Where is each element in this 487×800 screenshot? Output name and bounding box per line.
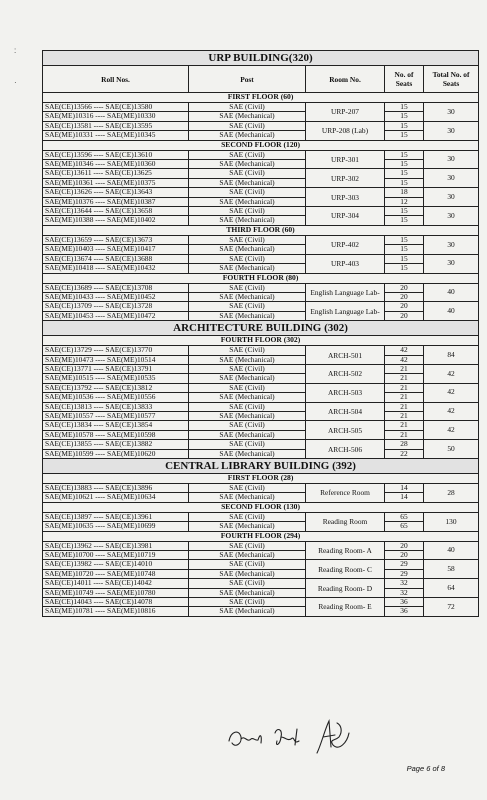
seat-plan-sheet: [42, 50, 478, 617]
table-row: [43, 560, 479, 569]
seat-count: 36: [385, 598, 424, 607]
post: SAE (Mechanical): [189, 411, 306, 420]
column-header: No. of Seats: [385, 66, 424, 93]
total-seats: 40: [424, 302, 479, 321]
room-number: ARCH-503: [306, 383, 385, 402]
total-seats: 42: [424, 402, 479, 421]
table-row: [43, 254, 479, 263]
seat-count: 21: [385, 383, 424, 392]
roll-range: SAE(ME)10433 ---- SAE(ME)10452: [43, 292, 189, 301]
roll-range: SAE(CE)13771 ---- SAE(CE)13791: [43, 364, 189, 373]
table-row: [43, 311, 479, 320]
margin-mark: :: [14, 46, 17, 55]
roll-range: SAE(ME)10781 ---- SAE(ME)10816: [43, 607, 189, 616]
roll-range: SAE(CE)13709 ---- SAE(CE)13728: [43, 302, 189, 311]
table-row: [43, 121, 479, 130]
table-row: [43, 150, 479, 159]
roll-range: SAE(ME)10635 ---- SAE(ME)10699: [43, 522, 189, 531]
roll-range: SAE(CE)13792 ---- SAE(CE)13812: [43, 383, 189, 392]
seat-count: 15: [385, 178, 424, 187]
table-row: [43, 541, 479, 550]
seat-count: 29: [385, 560, 424, 569]
post: SAE (Mechanical): [189, 393, 306, 402]
roll-range: SAE(ME)10557 ---- SAE(ME)10577: [43, 411, 189, 420]
seat-count: 65: [385, 512, 424, 521]
table-row: [43, 588, 479, 597]
room-number: Reading Room- C: [306, 560, 385, 579]
post: SAE (Civil): [189, 121, 306, 130]
post: SAE (Mechanical): [189, 569, 306, 578]
post: SAE (Civil): [189, 598, 306, 607]
roll-range: SAE(ME)10453 ---- SAE(ME)10472: [43, 311, 189, 320]
building-heading: [43, 321, 479, 336]
total-seats: 42: [424, 364, 479, 383]
room-number: URP-403: [306, 254, 385, 273]
table-row: [43, 449, 479, 458]
roll-range: SAE(CE)13689 ---- SAE(CE)13708: [43, 283, 189, 292]
seat-count: 15: [385, 103, 424, 112]
post: SAE (Civil): [189, 541, 306, 550]
roll-range: SAE(CE)13729 ---- SAE(CE)13770: [43, 346, 189, 355]
post: SAE (Civil): [189, 512, 306, 521]
roll-range: SAE(CE)13897 ---- SAE(CE)13961: [43, 512, 189, 521]
roll-range: SAE(CE)13626 ---- SAE(CE)13643: [43, 188, 189, 197]
total-seats: 40: [424, 283, 479, 302]
post: SAE (Civil): [189, 364, 306, 373]
table-row: [43, 512, 479, 521]
table-row: [43, 569, 479, 578]
table-row: [43, 112, 479, 121]
floor-name: FIRST FLOOR (60): [43, 93, 479, 103]
room-number: Reading Room- E: [306, 598, 385, 617]
floor-heading: [43, 225, 479, 235]
table-row: [43, 551, 479, 560]
room-number: ARCH-505: [306, 421, 385, 440]
roll-range: SAE(ME)10403 ---- SAE(ME)10417: [43, 245, 189, 254]
table-row: [43, 364, 479, 373]
seat-count: 22: [385, 449, 424, 458]
floor-heading: [43, 531, 479, 541]
roll-range: SAE(CE)13674 ---- SAE(CE)13688: [43, 254, 189, 263]
total-seats: 30: [424, 150, 479, 169]
table-row: [43, 235, 479, 244]
roll-range: SAE(ME)10621 ---- SAE(ME)10634: [43, 493, 189, 502]
floor-name: FOURTH FLOOR (302): [43, 336, 479, 346]
post: SAE (Civil): [189, 440, 306, 449]
post: SAE (Civil): [189, 346, 306, 355]
post: SAE (Mechanical): [189, 355, 306, 364]
building-name: URP BUILDING(320): [43, 51, 479, 66]
floor-heading: [43, 140, 479, 150]
seat-count: 15: [385, 121, 424, 130]
roll-range: SAE(ME)10720 ---- SAE(ME)10748: [43, 569, 189, 578]
room-number: URP-303: [306, 188, 385, 207]
post: SAE (Civil): [189, 421, 306, 430]
roll-range: SAE(CE)13566 ---- SAE(CE)13580: [43, 103, 189, 112]
seat-count: 20: [385, 292, 424, 301]
room-number: Reading Room- D: [306, 579, 385, 598]
page-number: Page 6 of 8: [406, 764, 445, 773]
room-number: Reading Room- A: [306, 541, 385, 560]
room-number: English Language Lab-: [306, 283, 385, 302]
table-row: [43, 169, 479, 178]
seat-count: 20: [385, 541, 424, 550]
table-row: [43, 355, 479, 364]
column-header: Room No.: [306, 66, 385, 93]
column-header: Total No. of Seats: [424, 66, 479, 93]
floor-heading: [43, 336, 479, 346]
seat-count: 36: [385, 607, 424, 616]
seat-count: 15: [385, 160, 424, 169]
roll-range: SAE(CE)13813 ---- SAE(CE)13833: [43, 402, 189, 411]
post: SAE (Civil): [189, 402, 306, 411]
table-row: [43, 103, 479, 112]
floor-name: FOURTH FLOOR (80): [43, 273, 479, 283]
post: SAE (Civil): [189, 484, 306, 493]
table-row: [43, 484, 479, 493]
post: SAE (Mechanical): [189, 160, 306, 169]
table-row: [43, 283, 479, 292]
room-number: ARCH-504: [306, 402, 385, 421]
total-seats: 72: [424, 598, 479, 617]
table-row: [43, 374, 479, 383]
seat-count: 21: [385, 374, 424, 383]
room-number: Reference Room: [306, 484, 385, 503]
table-row: [43, 245, 479, 254]
seat-count: 15: [385, 254, 424, 263]
column-header: Post: [189, 66, 306, 93]
seat-plan-table-body: [43, 51, 479, 617]
seat-count: 15: [385, 112, 424, 121]
table-row: [43, 607, 479, 616]
seat-count: 42: [385, 346, 424, 355]
post: SAE (Civil): [189, 560, 306, 569]
total-seats: 30: [424, 121, 479, 140]
total-seats: 28: [424, 484, 479, 503]
post: SAE (Mechanical): [189, 264, 306, 273]
table-row: [43, 346, 479, 355]
post: SAE (Civil): [189, 235, 306, 244]
roll-range: SAE(ME)10361 ---- SAE(ME)10375: [43, 178, 189, 187]
post: SAE (Mechanical): [189, 311, 306, 320]
building-heading: [43, 51, 479, 66]
roll-range: SAE(ME)10346 ---- SAE(ME)10360: [43, 160, 189, 169]
table-row: [43, 402, 479, 411]
post: SAE (Mechanical): [189, 292, 306, 301]
table-row: [43, 160, 479, 169]
post: SAE (Civil): [189, 207, 306, 216]
building-heading: [43, 459, 479, 474]
table-row: [43, 302, 479, 311]
post: SAE (Mechanical): [189, 449, 306, 458]
total-seats: 30: [424, 207, 479, 226]
signatures: [225, 715, 375, 765]
roll-range: SAE(ME)10376 ---- SAE(ME)10387: [43, 197, 189, 206]
floor-name: THIRD FLOOR (60): [43, 225, 479, 235]
room-number: URP-208 (Lab): [306, 121, 385, 140]
seat-count: 15: [385, 169, 424, 178]
total-seats: 58: [424, 560, 479, 579]
seat-count: 42: [385, 355, 424, 364]
room-number: ARCH-501: [306, 346, 385, 365]
table-row: [43, 522, 479, 531]
table-row: [43, 264, 479, 273]
total-seats: 50: [424, 440, 479, 459]
post: SAE (Mechanical): [189, 493, 306, 502]
seat-count: 65: [385, 522, 424, 531]
total-seats: 30: [424, 254, 479, 273]
table-row: [43, 216, 479, 225]
total-seats: 130: [424, 512, 479, 531]
roll-range: SAE(ME)10388 ---- SAE(ME)10402: [43, 216, 189, 225]
roll-range: SAE(CE)13644 ---- SAE(CE)13658: [43, 207, 189, 216]
total-seats: 84: [424, 346, 479, 365]
roll-range: SAE(CE)13596 ---- SAE(CE)13610: [43, 150, 189, 159]
post: SAE (Civil): [189, 283, 306, 292]
roll-range: SAE(ME)10578 ---- SAE(ME)10598: [43, 430, 189, 439]
roll-range: SAE(ME)10418 ---- SAE(ME)10432: [43, 264, 189, 273]
seat-count: 15: [385, 264, 424, 273]
roll-range: SAE(CE)14011 ---- SAE(CE)14042: [43, 579, 189, 588]
table-row: [43, 579, 479, 588]
seat-count: 28: [385, 440, 424, 449]
room-number: URP-402: [306, 235, 385, 254]
post: SAE (Mechanical): [189, 522, 306, 531]
post: SAE (Mechanical): [189, 374, 306, 383]
building-name: CENTRAL LIBRARY BUILDING (392): [43, 459, 479, 474]
seat-count: 15: [385, 150, 424, 159]
seat-count: 21: [385, 411, 424, 420]
table-row: [43, 131, 479, 140]
post: SAE (Mechanical): [189, 131, 306, 140]
post: SAE (Civil): [189, 302, 306, 311]
floor-heading: [43, 93, 479, 103]
table-row: [43, 207, 479, 216]
handwritten-signatures: [225, 715, 375, 765]
seat-count: 32: [385, 579, 424, 588]
seat-count: 21: [385, 393, 424, 402]
floor-name: FIRST FLOOR (28): [43, 474, 479, 484]
table-row: [43, 197, 479, 206]
total-seats: 42: [424, 383, 479, 402]
roll-range: SAE(ME)10515 ---- SAE(ME)10535: [43, 374, 189, 383]
total-seats: 30: [424, 235, 479, 254]
seat-count: 20: [385, 311, 424, 320]
roll-range: SAE(CE)13883 ---- SAE(CE)13896: [43, 484, 189, 493]
floor-heading: [43, 474, 479, 484]
seat-count: 20: [385, 302, 424, 311]
total-seats: 30: [424, 169, 479, 188]
post: SAE (Civil): [189, 579, 306, 588]
seat-count: 12: [385, 197, 424, 206]
seat-count: 20: [385, 283, 424, 292]
seat-count: 32: [385, 588, 424, 597]
seat-count: 29: [385, 569, 424, 578]
table-row: [43, 188, 479, 197]
roll-range: SAE(CE)14043 ---- SAE(CE)14078: [43, 598, 189, 607]
seat-count: 15: [385, 131, 424, 140]
table-row: [43, 393, 479, 402]
seat-count: 21: [385, 402, 424, 411]
post: SAE (Mechanical): [189, 245, 306, 254]
column-header: Roll Nos.: [43, 66, 189, 93]
signature-1: [229, 732, 261, 745]
roll-range: SAE(ME)10599 ---- SAE(ME)10620: [43, 449, 189, 458]
roll-range: SAE(CE)13855 ---- SAE(CE)13882: [43, 440, 189, 449]
roll-range: SAE(ME)10316 ---- SAE(ME)10330: [43, 112, 189, 121]
post: SAE (Mechanical): [189, 551, 306, 560]
post: SAE (Mechanical): [189, 588, 306, 597]
seat-count: 21: [385, 364, 424, 373]
table-row: [43, 598, 479, 607]
room-number: English Language Lab-: [306, 302, 385, 321]
margin-mark: ·: [14, 78, 17, 87]
roll-range: SAE(ME)10473 ---- SAE(ME)10514: [43, 355, 189, 364]
post: SAE (Civil): [189, 383, 306, 392]
total-seats: 42: [424, 421, 479, 440]
table-row: [43, 430, 479, 439]
roll-range: SAE(CE)13834 ---- SAE(CE)13854: [43, 421, 189, 430]
post: SAE (Mechanical): [189, 178, 306, 187]
room-number: URP-302: [306, 169, 385, 188]
room-number: Reading Room: [306, 512, 385, 531]
roll-range: SAE(CE)13962 ---- SAE(CE)13981: [43, 541, 189, 550]
seat-plan-table: [42, 50, 479, 617]
post: SAE (Civil): [189, 254, 306, 263]
seat-count: 21: [385, 421, 424, 430]
floor-heading: [43, 502, 479, 512]
room-number: URP-301: [306, 150, 385, 169]
table-row: [43, 493, 479, 502]
room-number: ARCH-506: [306, 440, 385, 459]
seat-count: 14: [385, 484, 424, 493]
column-header-row: [43, 66, 479, 93]
room-number: ARCH-502: [306, 364, 385, 383]
post: SAE (Mechanical): [189, 430, 306, 439]
total-seats: 40: [424, 541, 479, 560]
post: SAE (Civil): [189, 103, 306, 112]
table-row: [43, 292, 479, 301]
post: SAE (Mechanical): [189, 216, 306, 225]
floor-name: FOURTH FLOOR (294): [43, 531, 479, 541]
roll-range: SAE(ME)10536 ---- SAE(ME)10556: [43, 393, 189, 402]
roll-range: SAE(ME)10331 ---- SAE(ME)10345: [43, 131, 189, 140]
table-row: [43, 440, 479, 449]
floor-name: SECOND FLOOR (130): [43, 502, 479, 512]
seat-count: 18: [385, 188, 424, 197]
floor-name: SECOND FLOOR (120): [43, 140, 479, 150]
post: SAE (Mechanical): [189, 197, 306, 206]
total-seats: 30: [424, 188, 479, 207]
table-row: [43, 383, 479, 392]
table-row: [43, 178, 479, 187]
roll-range: SAE(CE)13581 ---- SAE(CE)13595: [43, 121, 189, 130]
post: SAE (Civil): [189, 169, 306, 178]
post: SAE (Mechanical): [189, 607, 306, 616]
room-number: URP-207: [306, 103, 385, 122]
seat-count: 20: [385, 551, 424, 560]
post: SAE (Civil): [189, 150, 306, 159]
seat-count: 15: [385, 245, 424, 254]
floor-heading: [43, 273, 479, 283]
seat-count: 15: [385, 216, 424, 225]
roll-range: SAE(CE)13611 ---- SAE(CE)13625: [43, 169, 189, 178]
roll-range: SAE(CE)13982 ---- SAE(CE)14010: [43, 560, 189, 569]
seat-count: 21: [385, 430, 424, 439]
post: SAE (Mechanical): [189, 112, 306, 121]
total-seats: 64: [424, 579, 479, 598]
roll-range: SAE(CE)13659 ---- SAE(CE)13673: [43, 235, 189, 244]
roll-range: SAE(ME)10700 ---- SAE(ME)10719: [43, 551, 189, 560]
table-row: [43, 421, 479, 430]
total-seats: 30: [424, 103, 479, 122]
room-number: URP-304: [306, 207, 385, 226]
post: SAE (Civil): [189, 188, 306, 197]
table-row: [43, 411, 479, 420]
seat-count: 15: [385, 235, 424, 244]
seat-count: 14: [385, 493, 424, 502]
roll-range: SAE(ME)10749 ---- SAE(ME)10780: [43, 588, 189, 597]
signature-2: [275, 729, 299, 745]
seat-count: 15: [385, 207, 424, 216]
building-name: ARCHITECTURE BUILDING (302): [43, 321, 479, 336]
signature-3: [317, 721, 349, 753]
